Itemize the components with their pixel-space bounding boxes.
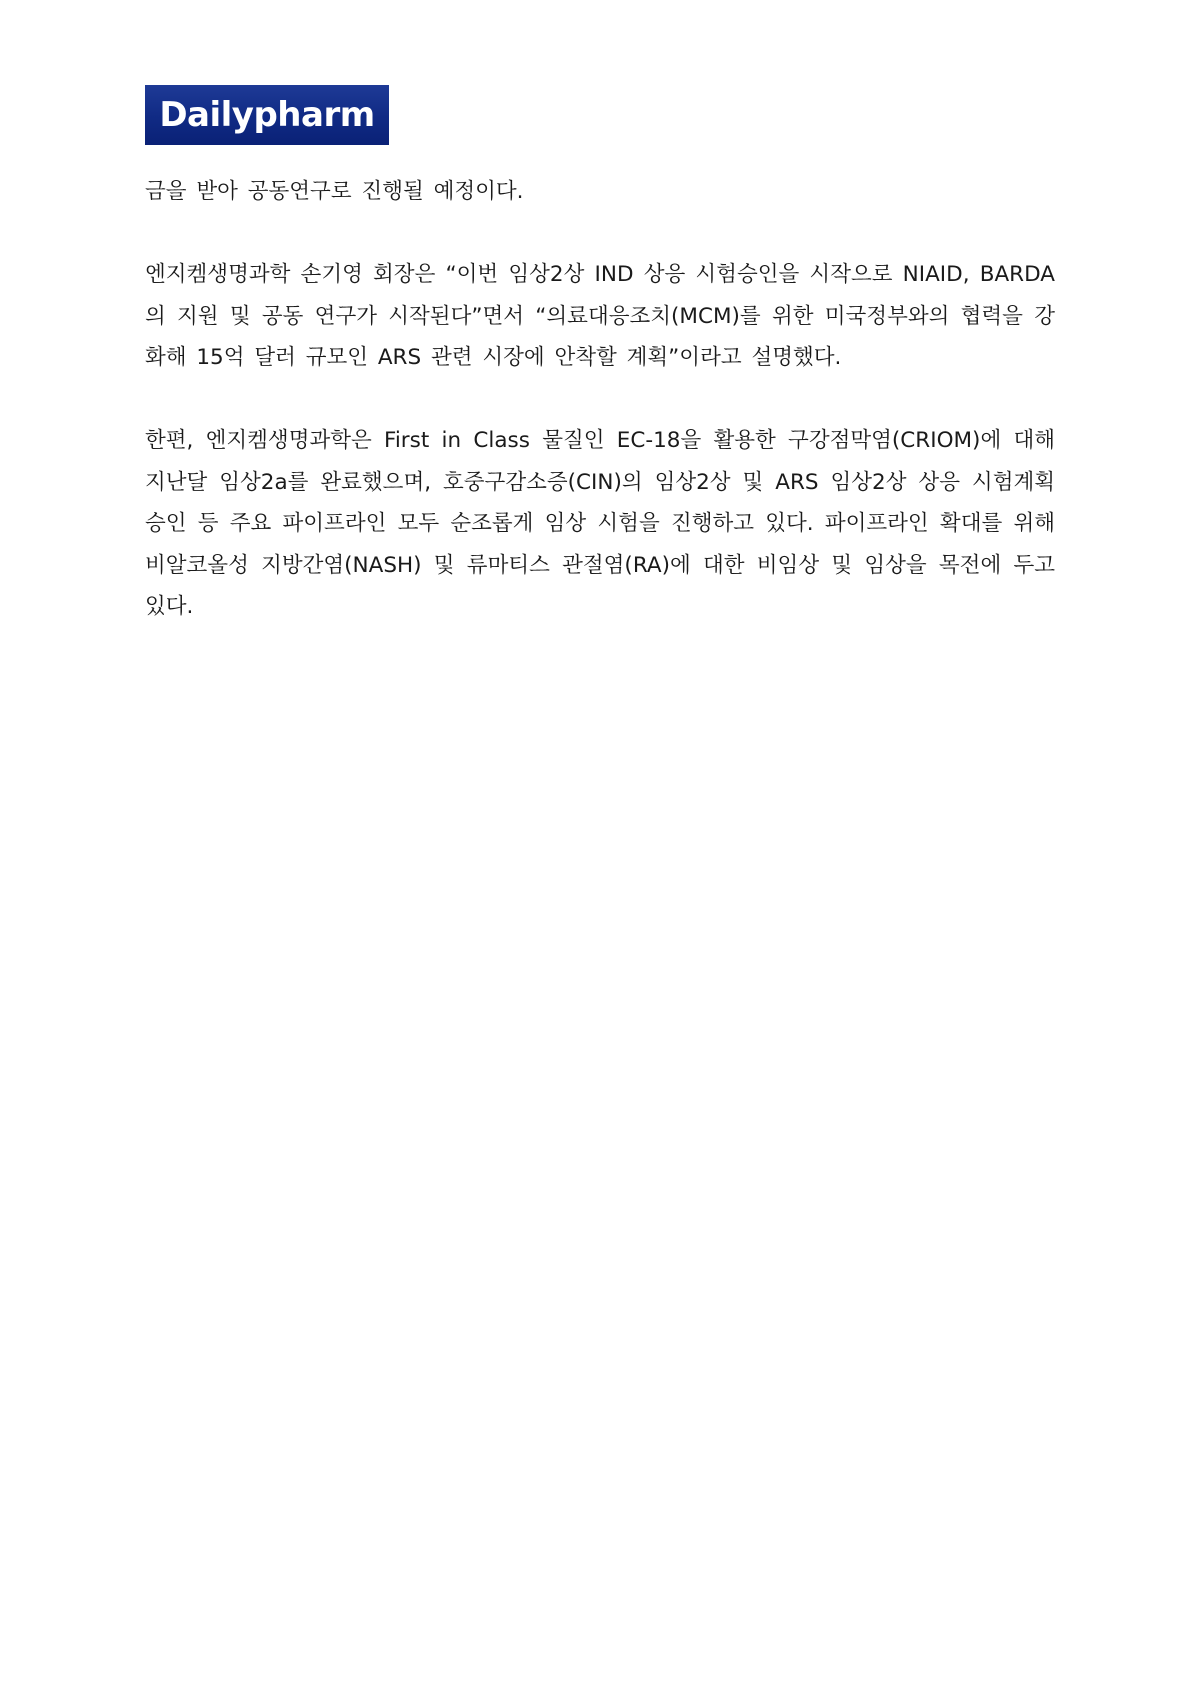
- paragraph-gap: [145, 213, 1055, 255]
- logo-text: Dailypharm: [159, 95, 375, 135]
- paragraph-continuation: 금을 받아 공동연구로 진행될 예정이다.: [145, 179, 524, 204]
- paragraph-pipeline: 한편, 엔지켐생명과학은 First in Class 물질인 EC-18을 활용한 구강점막염(CRIOM)에 대해 지난달 임상2a를 완료했으며, 호중구감소증(CIN)의 임상2상 및 ARS 임상2상 상응 시험계획 승인 등 주요 파이프라인 모두 순조롭게 임상 시험을 진행하고 있다. 파이프라인 확대를 위해 비알코올성 지방간염(NASH) 및 류마티스 관절염(RA)에 대한 비임상 및 임상을 목전에 두고 있다.: [145, 428, 1055, 619]
- dailypharm-logo: [145, 85, 389, 145]
- paragraph-ceo-quote: 엔지켐생명과학 손기영 회장은 “이번 임상2상 IND 상응 시험승인을 시작으로 NIAID, BARDA의 지원 및 공동 연구가 시작된다”면서 “의료대응조치(MCM)를 위한 미국정부와의 협력을 강화해 15억 달러 규모인 ARS 관련 시장에 안착할 계획”이라고 설명했다.: [145, 262, 1055, 370]
- article-body: [145, 171, 1055, 628]
- paragraph-gap: [145, 379, 1055, 421]
